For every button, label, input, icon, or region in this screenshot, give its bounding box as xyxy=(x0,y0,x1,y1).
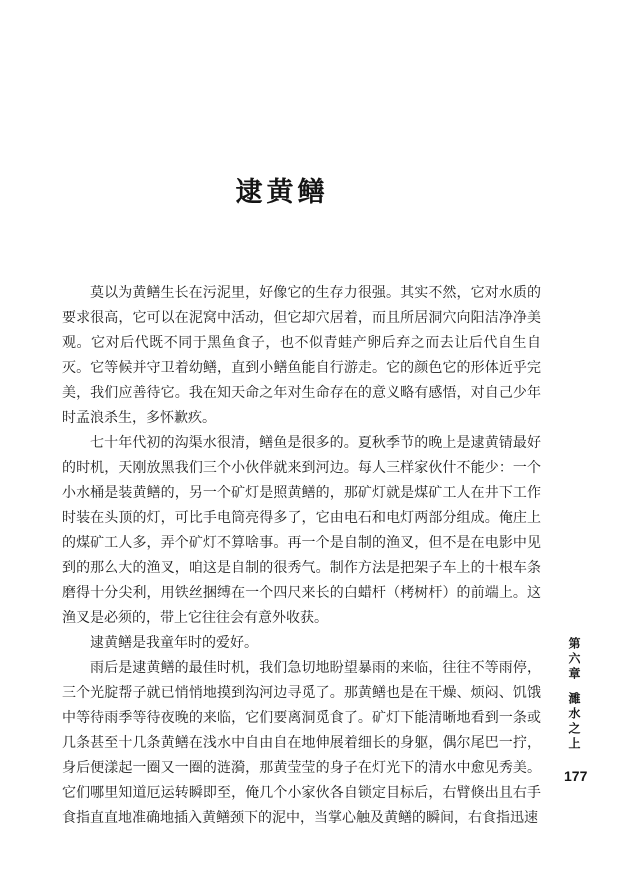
margin-chapter-title: 濉水之上 xyxy=(567,692,581,752)
margin-chapter-label: 第六章 xyxy=(567,637,581,682)
paragraph-2: 七十年代初的沟渠水很清，鳝鱼是很多的。夏秋季节的晚上是逮黄锖最好的时机，天刚放黑我们三个小伙伴就来到河边。每人三样家伙什不能少：一个小水桶是装黄鳝的，另一个矿灯是照黄鳝的，那矿灯就是煤矿工人在井下工作时装在头顶的灯，可比手电筒亮得多了，它由电石和电灯两部分组成。俺庄上的煤矿工人多，弄个矿灯不算啥事。再一个是自制的渔叉，但不是在电影中见到的那么大的渔叉，咱这是自制的很秀气。制作方法是把架子车上的十根车条磨得十分尖利，用铁丝捆缚在一个四尺来长的白蜡杆（栲树杆）的前端上。这渔叉是必须的，带上它往往会有意外收获。 xyxy=(62,436,541,626)
page-number: 177 xyxy=(564,768,588,784)
paragraph-3: 逮黄鳝是我童年时的爱好。 xyxy=(90,636,258,651)
page-title: 逮黄鳝 xyxy=(235,177,329,207)
paragraph-1: 莫以为黄鳝生长在污泥里，好像它的生存力很强。其实不然，它对水质的要求很高，它可以在泥窝中活动，但它却穴居着，而且所居洞穴向阳洁净净美观。它对后代既不同于黑鱼食子，也不似青蛙产卵后弃之而去让后代自生自灭。它等候并守卫着幼鳝，直到小鳝鱼能自行游走。它的颜色它的形体近乎完美，我们应善待它。我在知天命之年对生命存在的意义略有感悟，对自己少年时孟浪杀生，多怀歉疚。 xyxy=(62,286,541,426)
body-text xyxy=(62,281,541,831)
paragraph-4: 雨后是逮黄鳝的最佳时机，我们急切地盼望暴雨的来临，往往不等雨停，三个光腚帮子就已悄悄地摸到沟河边寻觅了。那黄鳝也是在干燥、烦闷、饥饿中等待雨季等待夜晚的来临，它们要离洞觅食了。矿灯下能清晰地看到一条或几条甚至十几条黄鳝在浅水中自由自在地伸展着细长的身躯，偶尔尾巴一拧，身后便漾起一圈又一圈的涟漪，那黄莹莹的身子在灯光下的清水中愈见秀美。它们哪里知道厄运转瞬即至，俺几个小家伙各自锁定目标后，右臂倏出且右手食指直直地准确地插入黄鳝颈下的泥中，当掌心触及黄鳝的瞬间，右食指迅速 xyxy=(62,661,541,826)
